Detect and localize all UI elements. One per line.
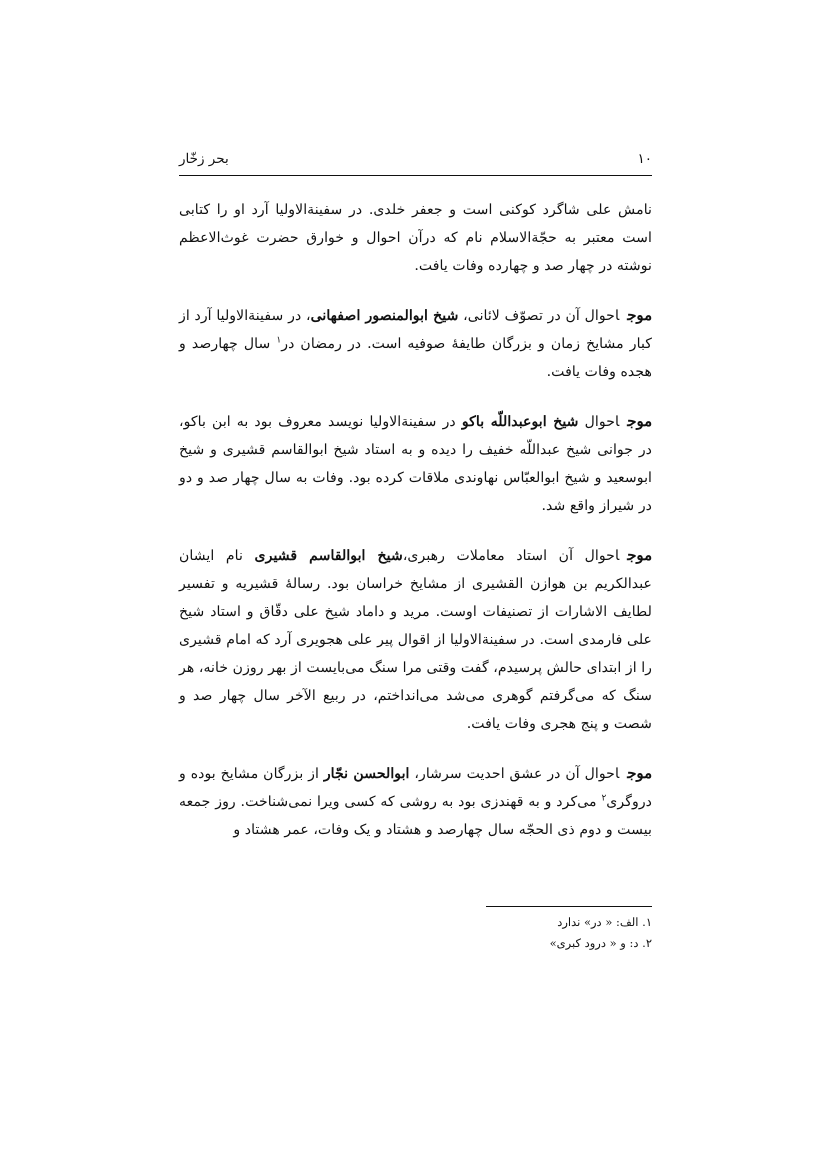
paragraph-text: احوال آن در تصوّف لائانی،: [458, 308, 620, 324]
paragraph-text: می‌کرد و به قهندزی بود به روشی که کسی ویرا نمی‌شناخت. روز جمعه بیست و دوم ذی الحجّه سال چهارصد و هشتاد و یک وفات، عمر هشتاد و: [179, 794, 652, 838]
person-name: شیخ ابوالمنصور اصفهانی: [310, 308, 459, 324]
person-name: شیخ ابوالقاسم قشیری: [254, 548, 403, 564]
section-keyword: موج: [627, 307, 652, 324]
section-keyword: موج: [627, 413, 653, 430]
footnote: ۱. الف: « در» ندارد: [557, 915, 652, 929]
running-title: بحر زخّار: [179, 151, 229, 167]
footnote-marker: ۲: [601, 793, 607, 804]
paragraph: [179, 408, 652, 520]
section-keyword: موج: [627, 765, 652, 782]
paragraph-text: نام ایشان عبدالکریم بن هوازن القشیری از مشایخ خراسان بود. رسالهٔ قشیریه و تفسیر لطایف الاشارات از تصنیفات اوست. مرید و داماد شیخ علی دقّاق و استاد شیخ علی فارمدی است. در سفینةالاولیا از اقوال پیر علی هجویری آرد که امام قشیری را از ابتدای حالش پرسیدم، گفت وقتی مرا سنگ می‌بایست از بهر روزن خانه، هر سنگ که می‌گرفتم گوهری می‌شد می‌انداختم، در ربیع الآخر سال چهار صد و شصت و پنج هجری وفات یافت.: [179, 548, 652, 732]
paragraph: [179, 302, 652, 386]
paragraph: [179, 760, 652, 844]
footnote: ۲. د: و « درود کبری»: [549, 936, 652, 950]
footnote-rule: [486, 906, 652, 907]
paragraph-text: در سفینةالاولیا نویسد معروف بود به ابن باکو، در جوانی شیخ عبداللّه خفیف را دیده و به استاد شیخ ابوالقاسم قشیری و شیخ ابوسعید و شیخ ابوالعبّاس نهاوندی ملاقات کرده بود. وفات به سال چهار صد و دو در شیراز واقع شد.: [179, 414, 652, 514]
paragraph-text: ، در سفینةالاولیا آرد از کبار مشایخ زمان و بزرگان طایفهٔ صوفیه است. در رمضان در: [179, 308, 652, 352]
page-number: ۱۰: [637, 151, 652, 167]
section-keyword: موج: [627, 547, 652, 564]
person-name: ابوالحسن نجّار: [323, 766, 410, 782]
person-name: شیخ ابوعبداللّه باکو: [461, 414, 579, 430]
paragraph: [179, 196, 652, 280]
footnote-marker: ۱: [276, 335, 282, 346]
paragraph-text: احوال آن در عشق احدیت سرشار،: [409, 766, 620, 782]
paragraph-text: از بزرگان مشایخ بوده و دروگری: [179, 766, 652, 810]
paragraph: [179, 542, 652, 738]
running-header: [179, 146, 652, 172]
paragraph-text: احوال: [578, 414, 620, 430]
header-rule: [179, 175, 652, 176]
paragraph-text: نامش علی شاگرد کوکنی است و جعفر خلدی. در سفینةالاولیا آرد او را کتابی است معتبر به حجّةالاسلام نام که درآن احوال و خوارق حضرت غوث‌الاعظم نوشته در چهار صد و چهارده وفات یافت.: [179, 202, 652, 274]
footnotes: [179, 912, 652, 954]
paragraph-text: سال چهارصد و هجده وفات یافت.: [179, 336, 652, 380]
paragraph-text: احوال آن استاد معاملات رهبری،: [402, 548, 620, 564]
main-text: [179, 196, 652, 844]
